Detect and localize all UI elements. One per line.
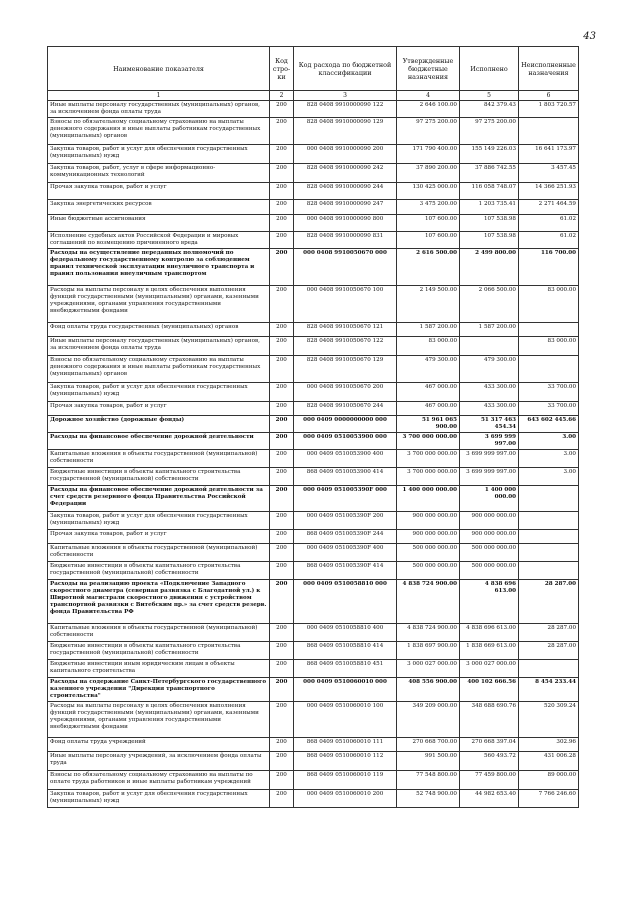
- row-line-code: 200: [270, 402, 294, 416]
- row-classification-code: 000 0409 051005390F 000: [294, 486, 397, 512]
- row-line-code: 200: [270, 544, 294, 562]
- row-name: Прочая закупка товаров, работ и услуг: [48, 402, 270, 416]
- header-executed: Исполнено: [460, 47, 519, 91]
- table-row: [48, 323, 579, 337]
- table-row: [48, 200, 579, 215]
- row-unexecuted: 520 309.24: [519, 702, 579, 738]
- row-line-code: 200: [270, 286, 294, 323]
- row-classification-code: 868 0409 051005390F 244: [294, 530, 397, 544]
- table-row: [48, 450, 579, 468]
- column-number: 1: [48, 91, 270, 101]
- row-executed: 51 317 463 454.34: [460, 416, 519, 433]
- row-line-code: 200: [270, 642, 294, 660]
- header-approved: Утвержденные бюджетные назначения: [397, 47, 460, 91]
- row-approved: 107 600.00: [397, 215, 460, 232]
- row-name: Закупка товаров, работ, услуг в сфере информационно-коммуникационных технологий: [48, 164, 270, 183]
- row-classification-code: 828 0408 9910000090 122: [294, 101, 397, 118]
- row-name: Взносы по обязательному социальному страхованию на выплаты по оплате труда работников и иные выплаты работникам учреждений: [48, 771, 270, 790]
- table-row: [48, 356, 579, 383]
- row-unexecuted: [519, 118, 579, 145]
- header-classification-code: Код расхода по бюджетной классификации: [294, 47, 397, 91]
- row-line-code: 200: [270, 118, 294, 145]
- row-unexecuted: [519, 544, 579, 562]
- row-executed: 479 300.00: [460, 356, 519, 383]
- row-unexecuted: [519, 323, 579, 337]
- table-row: [48, 101, 579, 118]
- row-line-code: 200: [270, 416, 294, 433]
- row-name: Расходы на содержание Санкт-Петербургского государственного казенного учреждения "Дирекция транспортного строительства": [48, 678, 270, 702]
- row-approved: 3 000 027 000.00: [397, 660, 460, 678]
- row-unexecuted: 33 700.00: [519, 402, 579, 416]
- table-row: [48, 790, 579, 808]
- row-executed: 107 538.98: [460, 215, 519, 232]
- row-name: Исполнение судебных актов Российской Федерации и мировых соглашений по возмещению причиненного вреда: [48, 232, 270, 249]
- table-row: [48, 232, 579, 249]
- row-unexecuted: 16 641 173.97: [519, 145, 579, 164]
- row-line-code: 200: [270, 337, 294, 356]
- row-classification-code: 828 0408 9910000090 244: [294, 183, 397, 200]
- row-classification-code: 000 0408 9910000090 800: [294, 215, 397, 232]
- row-approved: 479 300.00: [397, 356, 460, 383]
- row-classification-code: 000 0409 0510060010 200: [294, 790, 397, 808]
- row-line-code: 200: [270, 660, 294, 678]
- row-unexecuted: 8 454 233.44: [519, 678, 579, 702]
- row-classification-code: 828 0408 9910050670 244: [294, 402, 397, 416]
- row-name: Иные выплаты персоналу государственных (муниципальных) органов, за исключением фонда оплаты труда: [48, 337, 270, 356]
- row-approved: 270 668 700.00: [397, 738, 460, 752]
- row-classification-code: 000 0409 0510058810 400: [294, 624, 397, 642]
- row-classification-code: 000 0408 9910050670 200: [294, 383, 397, 402]
- row-unexecuted: 3.00: [519, 433, 579, 450]
- table-row: [48, 468, 579, 486]
- row-approved: 4 838 724 900.00: [397, 580, 460, 624]
- row-unexecuted: 33 700.00: [519, 383, 579, 402]
- row-approved: 467 000.00: [397, 402, 460, 416]
- table-header-row: [48, 47, 579, 91]
- row-name: Бюджетные инвестиции в объекты капитального строительства государственной (муниципальной) собственности: [48, 642, 270, 660]
- row-classification-code: 868 0409 0510060010 111: [294, 738, 397, 752]
- row-classification-code: 828 0408 9910000090 247: [294, 200, 397, 215]
- row-executed: 77 459 800.00: [460, 771, 519, 790]
- column-number: 5: [460, 91, 519, 101]
- row-name: Фонд оплаты труда учреждений: [48, 738, 270, 752]
- row-executed: 400 102 666.56: [460, 678, 519, 702]
- table-row: [48, 486, 579, 512]
- row-line-code: 200: [270, 468, 294, 486]
- row-executed: 433 300.00: [460, 402, 519, 416]
- row-approved: 130 425 000.00: [397, 183, 460, 200]
- row-name: Закупка энергетических ресурсов: [48, 200, 270, 215]
- row-name: Иные выплаты персоналу учреждений, за исключением фонда оплаты труда: [48, 752, 270, 771]
- row-unexecuted: 3 457.45: [519, 164, 579, 183]
- table-row: [48, 624, 579, 642]
- row-approved: 991 500.00: [397, 752, 460, 771]
- row-executed: 1 203 735.41: [460, 200, 519, 215]
- row-line-code: 200: [270, 752, 294, 771]
- row-executed: 900 000 000.00: [460, 512, 519, 530]
- page-number: 43: [583, 31, 596, 42]
- row-line-code: 200: [270, 164, 294, 183]
- row-approved: 3 700 000 000.00: [397, 450, 460, 468]
- row-unexecuted: 83 000.00: [519, 337, 579, 356]
- row-unexecuted: 61.02: [519, 215, 579, 232]
- row-unexecuted: 28 287.00: [519, 580, 579, 624]
- row-executed: [460, 337, 519, 356]
- row-approved: 2 149 500.00: [397, 286, 460, 323]
- row-executed: 107 538.98: [460, 232, 519, 249]
- row-name: Прочая закупка товаров, работ и услуг: [48, 530, 270, 544]
- row-name: Взносы по обязательному социальному страхованию на выплаты денежного содержания и иные выплаты работникам государственных (муниципальных) органов: [48, 118, 270, 145]
- table-row: [48, 337, 579, 356]
- table-row: [48, 738, 579, 752]
- row-line-code: 200: [270, 433, 294, 450]
- table-row: [48, 642, 579, 660]
- row-executed: 1 400 000 000.00: [460, 486, 519, 512]
- row-classification-code: 000 0408 9910050670 100: [294, 286, 397, 323]
- table-row: [48, 660, 579, 678]
- row-line-code: 200: [270, 215, 294, 232]
- row-classification-code: 000 0409 0510053900 400: [294, 450, 397, 468]
- row-unexecuted: 1 803 720.57: [519, 101, 579, 118]
- row-name: Капитальные вложения в объекты государственной (муниципальной) собственности: [48, 624, 270, 642]
- row-approved: 900 000 000.00: [397, 530, 460, 544]
- row-line-code: 200: [270, 232, 294, 249]
- row-name: Бюджетные инвестиции в объекты капитального строительства государственной (муниципальной) собственности: [48, 468, 270, 486]
- column-number: 2: [270, 91, 294, 101]
- row-unexecuted: 3.00: [519, 468, 579, 486]
- row-approved: 97 275 200.00: [397, 118, 460, 145]
- row-unexecuted: [519, 486, 579, 512]
- table-row: [48, 383, 579, 402]
- row-approved: 77 548 800.00: [397, 771, 460, 790]
- row-classification-code: 828 0408 9910000090 831: [294, 232, 397, 249]
- table-row: [48, 183, 579, 200]
- row-approved: 107 600.00: [397, 232, 460, 249]
- row-name: Закупка товаров, работ и услуг для обеспечения государственных (муниципальных) нужд: [48, 790, 270, 808]
- row-approved: 408 556 900.00: [397, 678, 460, 702]
- row-unexecuted: 643 602 445.66: [519, 416, 579, 433]
- table-row: [48, 678, 579, 702]
- row-name: Расходы на финансовое обеспечение дорожной деятельности за счет средств резервного фонда Правительства Российской Федерации: [48, 486, 270, 512]
- row-line-code: 200: [270, 771, 294, 790]
- header-line-code: Код стро-ки: [270, 47, 294, 91]
- row-executed: 842 379.43: [460, 101, 519, 118]
- row-line-code: 200: [270, 562, 294, 580]
- table-row: [48, 771, 579, 790]
- row-classification-code: 868 0409 051005390F 414: [294, 562, 397, 580]
- row-unexecuted: [519, 562, 579, 580]
- table-row: [48, 118, 579, 145]
- row-classification-code: 000 0409 0510053900 000: [294, 433, 397, 450]
- row-executed: 3 699 999 997.00: [460, 468, 519, 486]
- header-unexecuted: Неисполненные назначения: [519, 47, 579, 91]
- row-name: Расходы на выплаты персоналу в целях обеспечения выполнения функций государственными (муниципальными) органами, казенными учреждениями, органами управления государственными внебюджетными фондами: [48, 702, 270, 738]
- row-classification-code: 828 0408 9910000090 129: [294, 118, 397, 145]
- row-approved: 171 790 400.00: [397, 145, 460, 164]
- row-name: Фонд оплаты труда государственных (муниципальных) органов: [48, 323, 270, 337]
- table-row: [48, 215, 579, 232]
- row-approved: 3 475 200.00: [397, 200, 460, 215]
- row-name: Капитальные вложения в объекты государственной (муниципальной) собственности: [48, 450, 270, 468]
- row-line-code: 200: [270, 101, 294, 118]
- table-row: [48, 702, 579, 738]
- row-line-code: 200: [270, 383, 294, 402]
- row-executed: 560 493.72: [460, 752, 519, 771]
- row-name: Расходы на финансовое обеспечение дорожной деятельности: [48, 433, 270, 450]
- row-classification-code: 000 0409 0510058810 000: [294, 580, 397, 624]
- row-classification-code: 000 0408 9910000090 200: [294, 145, 397, 164]
- row-approved: 37 890 200.00: [397, 164, 460, 183]
- row-executed: 44 982 653.40: [460, 790, 519, 808]
- table-row: [48, 145, 579, 164]
- budget-execution-table: [47, 46, 579, 808]
- row-executed: 433 300.00: [460, 383, 519, 402]
- column-number: 6: [519, 91, 579, 101]
- row-unexecuted: 2 271 464.59: [519, 200, 579, 215]
- table-row: [48, 286, 579, 323]
- row-name: Расходы на осуществление переданных полномочий по федеральному государственному контролю за соблюдением правил технической эксплуатации внеуличного транспорта и правил пользования внеуличным транспортом: [48, 249, 270, 286]
- row-line-code: 200: [270, 530, 294, 544]
- table-row: [48, 580, 579, 624]
- row-unexecuted: 14 366 251.93: [519, 183, 579, 200]
- table-row: [48, 530, 579, 544]
- row-unexecuted: [519, 512, 579, 530]
- row-name: Расходы на выплаты персоналу в целях обеспечения выполнения функций государственными (муниципальными) органами, казенными учреждениями, органами управления государственными внебюджетными фондами: [48, 286, 270, 323]
- table-row: [48, 512, 579, 530]
- header-name: Наименование показателя: [48, 47, 270, 91]
- row-unexecuted: [519, 660, 579, 678]
- row-executed: 1 587 200.00: [460, 323, 519, 337]
- row-name: Капитальные вложения в объекты государственной (муниципальной) собственности: [48, 544, 270, 562]
- row-unexecuted: 7 766 246.60: [519, 790, 579, 808]
- row-unexecuted: 3.00: [519, 450, 579, 468]
- row-approved: 4 838 724 900.00: [397, 624, 460, 642]
- row-unexecuted: 431 006.28: [519, 752, 579, 771]
- row-classification-code: 000 0409 0000000000 000: [294, 416, 397, 433]
- row-classification-code: 828 0408 9910050670 121: [294, 323, 397, 337]
- row-approved: 900 000 000.00: [397, 512, 460, 530]
- row-executed: 500 000 000.00: [460, 562, 519, 580]
- row-classification-code: 868 0409 0510060010 112: [294, 752, 397, 771]
- row-approved: 52 748 900.00: [397, 790, 460, 808]
- row-approved: 3 700 000 000.00: [397, 468, 460, 486]
- row-approved: 467 000.00: [397, 383, 460, 402]
- row-classification-code: 828 0408 9910000090 242: [294, 164, 397, 183]
- row-name: Бюджетные инвестиции в объекты капитального строительства государственной (муниципальной) собственности: [48, 562, 270, 580]
- row-executed: 116 058 748.07: [460, 183, 519, 200]
- row-executed: 97 275 200.00: [460, 118, 519, 145]
- row-classification-code: 000 0409 051005390F 200: [294, 512, 397, 530]
- row-executed: 3 000 027 000.00: [460, 660, 519, 678]
- row-line-code: 200: [270, 450, 294, 468]
- row-executed: 37 886 742.55: [460, 164, 519, 183]
- row-executed: 348 688 690.76: [460, 702, 519, 738]
- row-name: Закупка товаров, работ и услуг для обеспечения государственных (муниципальных) нужд: [48, 383, 270, 402]
- row-line-code: 200: [270, 678, 294, 702]
- row-unexecuted: 116 700.00: [519, 249, 579, 286]
- row-unexecuted: 302.96: [519, 738, 579, 752]
- row-line-code: 200: [270, 790, 294, 808]
- row-line-code: 200: [270, 356, 294, 383]
- row-name: Иные выплаты персоналу государственных (муниципальных) органов, за исключением фонда оплаты труда: [48, 101, 270, 118]
- row-name: Расходы на реализацию проекта «Подключение Западного скоростного диаметра (северная развязка с Благодатной ул.) к Широтной магистрали скоростного движения с устройством транспортной развязки с Витебским пр.» за счет средств резерв. фонда Правительства РФ: [48, 580, 270, 624]
- row-approved: 3 700 000 000.00: [397, 433, 460, 450]
- row-approved: 51 961 065 900.00: [397, 416, 460, 433]
- row-line-code: 200: [270, 738, 294, 752]
- row-executed: 3 699 999 997.00: [460, 433, 519, 450]
- table-row: [48, 544, 579, 562]
- table-row: [48, 416, 579, 433]
- row-approved: 2 646 100.00: [397, 101, 460, 118]
- row-unexecuted: 28 287.00: [519, 642, 579, 660]
- row-name: Закупка товаров, работ и услуг для обеспечения государственных (муниципальных) нужд: [48, 512, 270, 530]
- row-approved: 1 838 697 900.00: [397, 642, 460, 660]
- table-row: [48, 402, 579, 416]
- row-approved: 500 000 000.00: [397, 544, 460, 562]
- row-name: Закупка товаров, работ и услуг для обеспечения государственных (муниципальных) нужд: [48, 145, 270, 164]
- row-line-code: 200: [270, 624, 294, 642]
- row-executed: 4 838 696 613.00: [460, 580, 519, 624]
- row-executed: 1 838 669 613.00: [460, 642, 519, 660]
- row-classification-code: 000 0409 0510060010 100: [294, 702, 397, 738]
- row-unexecuted: 89 000.00: [519, 771, 579, 790]
- row-approved: 500 000 000.00: [397, 562, 460, 580]
- row-classification-code: 828 0408 9910050670 122: [294, 337, 397, 356]
- table-row: [48, 433, 579, 450]
- row-classification-code: 868 0409 0510060010 119: [294, 771, 397, 790]
- row-line-code: 200: [270, 249, 294, 286]
- row-name: Бюджетные инвестиции иным юридическим лицам в объекты капитального строительства: [48, 660, 270, 678]
- row-executed: 2 499 800.00: [460, 249, 519, 286]
- row-approved: 1 400 000 000.00: [397, 486, 460, 512]
- row-unexecuted: [519, 356, 579, 383]
- column-number: 4: [397, 91, 460, 101]
- row-line-code: 200: [270, 702, 294, 738]
- row-approved: 349 209 000.00: [397, 702, 460, 738]
- row-line-code: 200: [270, 183, 294, 200]
- row-executed: 3 699 999 997.00: [460, 450, 519, 468]
- row-approved: 1 587 200.00: [397, 323, 460, 337]
- row-executed: 2 066 500.00: [460, 286, 519, 323]
- row-unexecuted: 61.02: [519, 232, 579, 249]
- row-executed: 500 000 000.00: [460, 544, 519, 562]
- row-line-code: 200: [270, 200, 294, 215]
- row-executed: 900 000 000.00: [460, 530, 519, 544]
- row-approved: 83 000.00: [397, 337, 460, 356]
- table-row: [48, 249, 579, 286]
- row-unexecuted: 28 287.00: [519, 624, 579, 642]
- row-classification-code: 000 0408 9910050670 000: [294, 249, 397, 286]
- row-classification-code: 868 0409 0510058810 414: [294, 642, 397, 660]
- row-line-code: 200: [270, 145, 294, 164]
- row-approved: 2 616 500.00: [397, 249, 460, 286]
- row-classification-code: 868 0409 0510053900 414: [294, 468, 397, 486]
- row-classification-code: 868 0409 0510058810 451: [294, 660, 397, 678]
- row-line-code: 200: [270, 512, 294, 530]
- row-classification-code: 000 0409 0510060010 000: [294, 678, 397, 702]
- row-name: Прочая закупка товаров, работ и услуг: [48, 183, 270, 200]
- row-classification-code: 000 0409 051005390F 400: [294, 544, 397, 562]
- row-classification-code: 828 0408 9910050670 129: [294, 356, 397, 383]
- row-executed: 155 149 226.03: [460, 145, 519, 164]
- row-name: Иные бюджетные ассигнования: [48, 215, 270, 232]
- table-row: [48, 562, 579, 580]
- column-number: 3: [294, 91, 397, 101]
- row-unexecuted: [519, 530, 579, 544]
- row-executed: 270 668 397.04: [460, 738, 519, 752]
- row-name: Дорожное хозяйство (дорожные фонды): [48, 416, 270, 433]
- row-name: Взносы по обязательному социальному страхованию на выплаты денежного содержания и иные выплаты работникам государственных (муниципальных) органов: [48, 356, 270, 383]
- column-numbers-row: [48, 91, 579, 101]
- table-row: [48, 164, 579, 183]
- row-line-code: 200: [270, 580, 294, 624]
- row-line-code: 200: [270, 486, 294, 512]
- table-row: [48, 752, 579, 771]
- row-unexecuted: 83 000.00: [519, 286, 579, 323]
- row-line-code: 200: [270, 323, 294, 337]
- row-executed: 4 838 696 613.00: [460, 624, 519, 642]
